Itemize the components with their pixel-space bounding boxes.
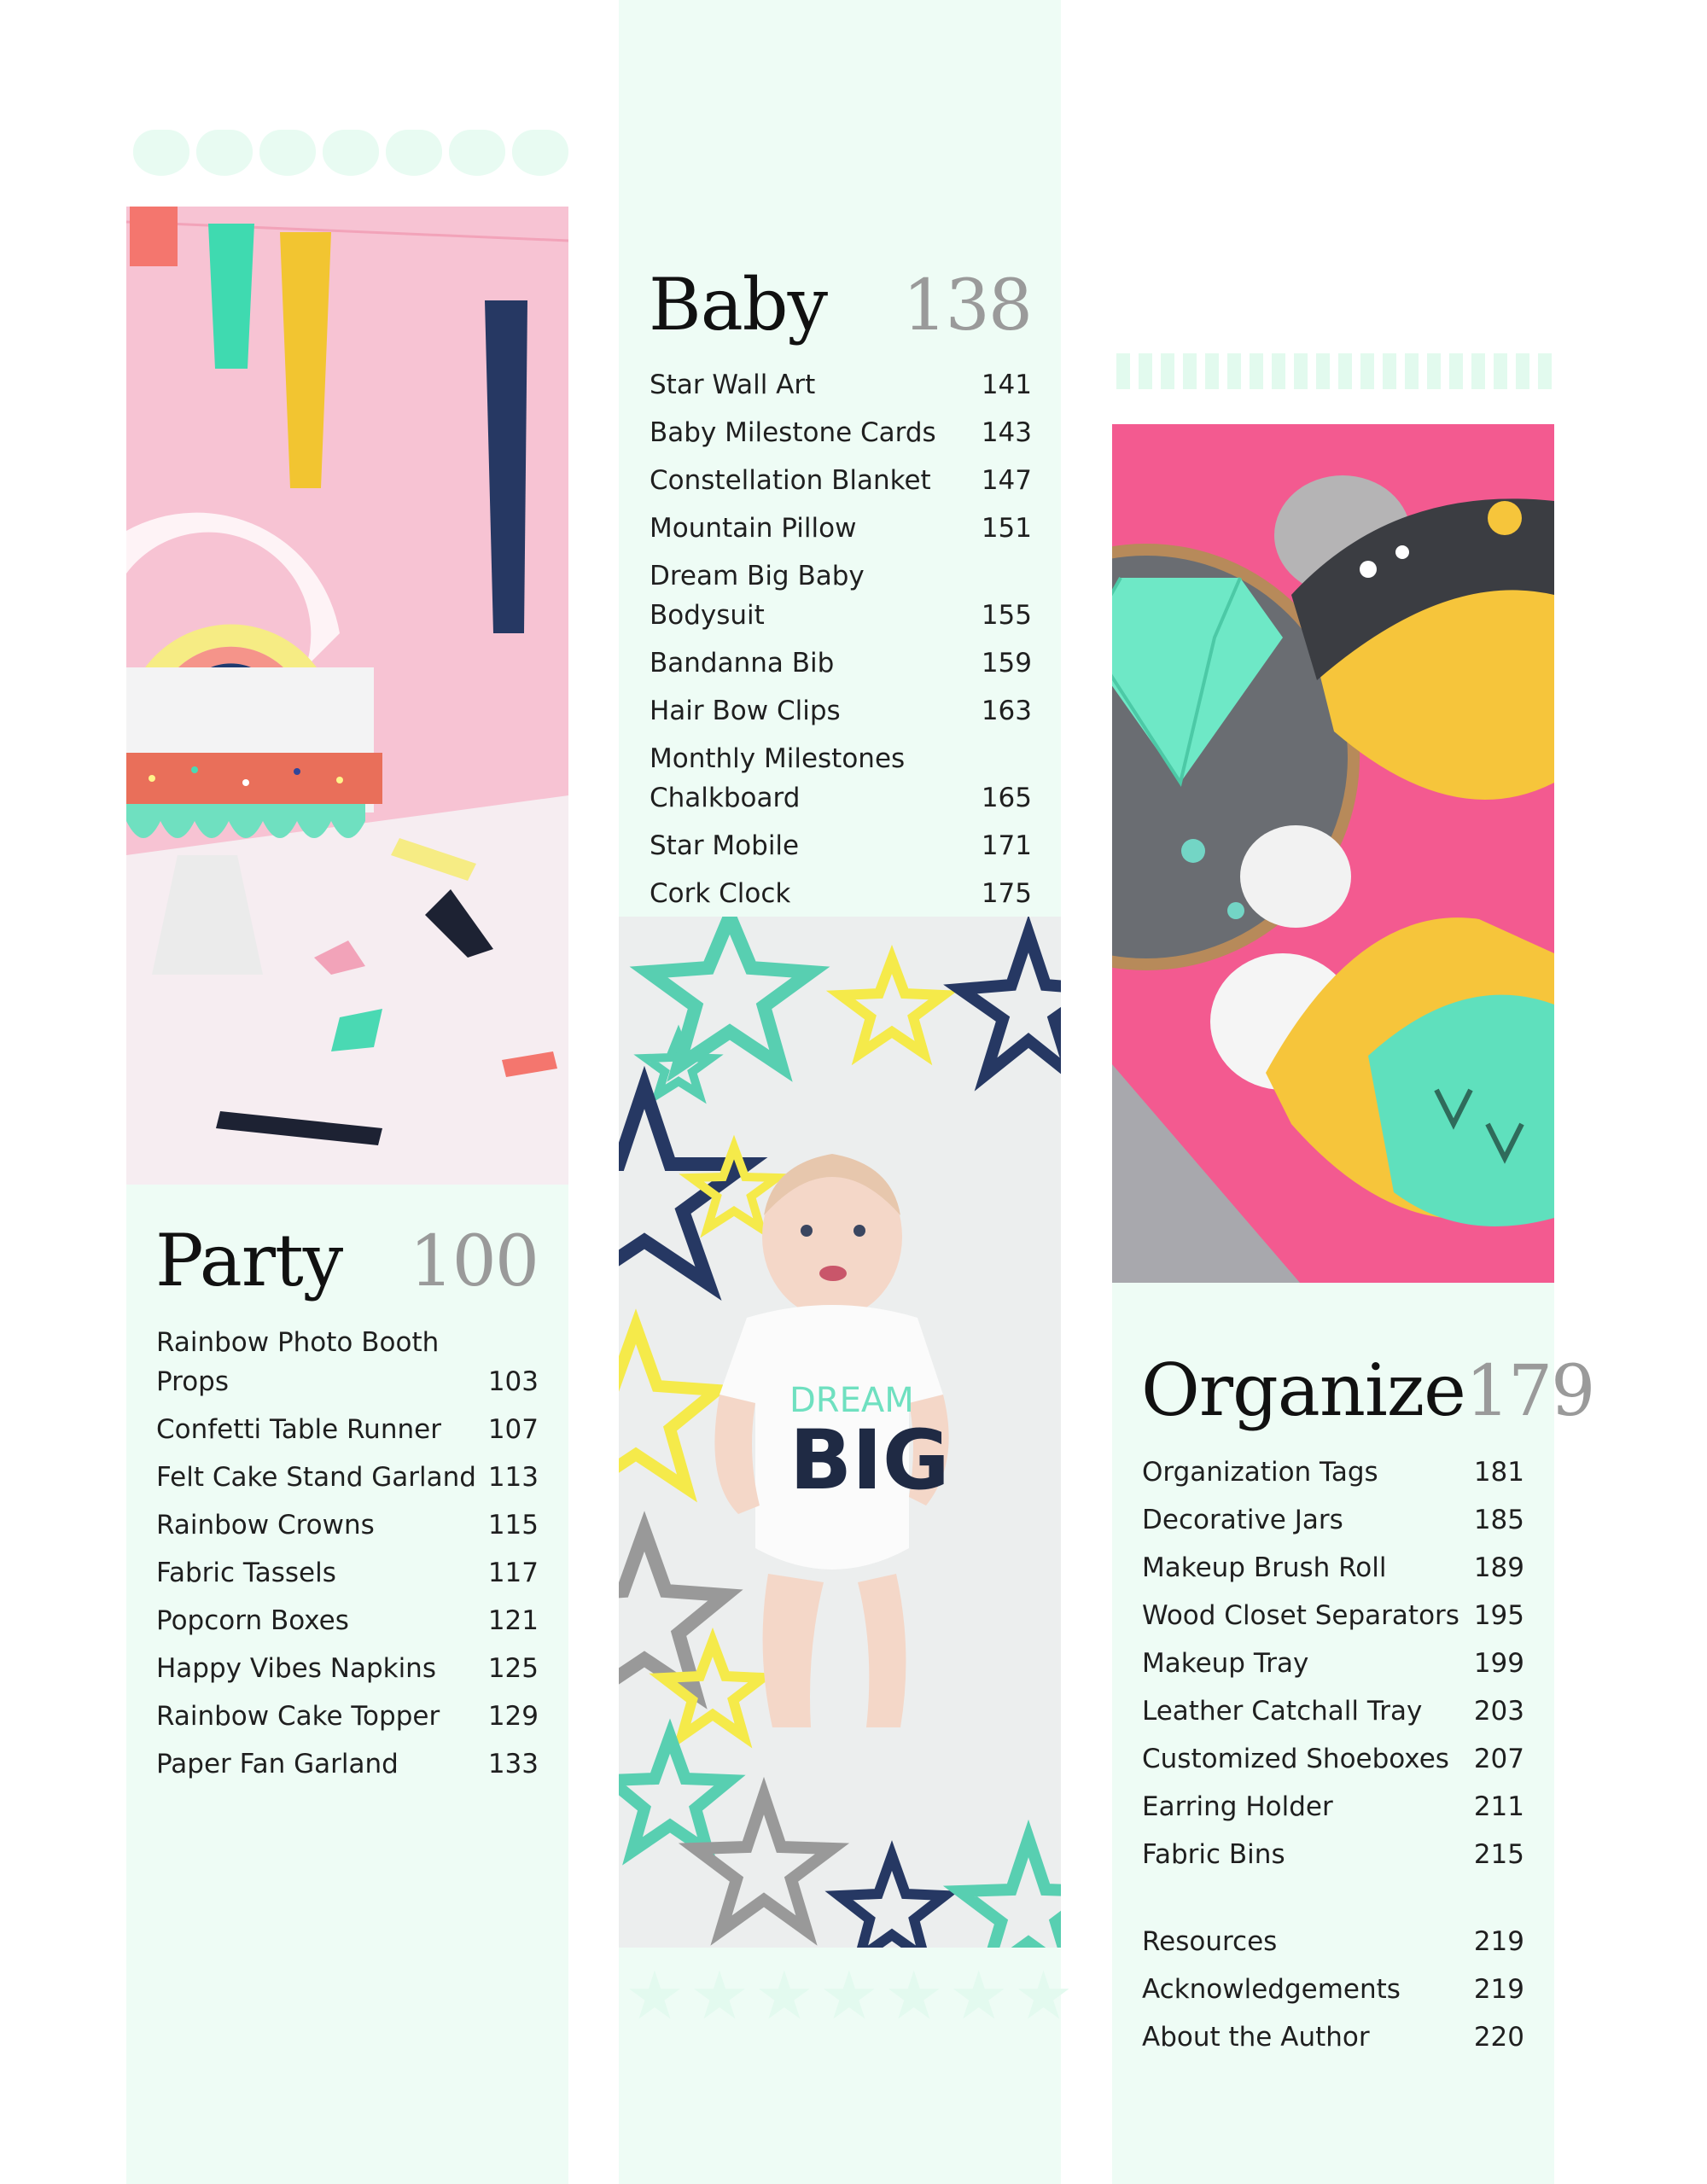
toc-entry[interactable] (650, 509, 1032, 548)
toc-entry[interactable] (156, 1410, 539, 1449)
toc-entry-page: 113 (487, 1462, 539, 1493)
party-page-number: 100 (409, 1221, 538, 1302)
toc-entry-page: 220 (1473, 2022, 1524, 2053)
toc-entry-page: 211 (1473, 1791, 1524, 1822)
party-photo (126, 207, 568, 1185)
toc-entry[interactable] (1142, 1644, 1524, 1683)
toc-entry-page: 195 (1473, 1600, 1524, 1631)
toc-entry[interactable] (1142, 1922, 1524, 1961)
toc-entry[interactable] (650, 739, 1032, 818)
toc-entry-page: 129 (487, 1701, 539, 1732)
toc-entry[interactable] (650, 874, 1032, 913)
star-decoration: ★ ★ ★ ★ ★ ★ ★ (625, 1958, 1074, 2035)
toc-entry-page: 219 (1473, 1926, 1524, 1957)
toc-entry-title: Cork Clock (650, 878, 791, 909)
toc-entry-page: 199 (1473, 1648, 1524, 1679)
toc-entry-page: 143 (981, 417, 1032, 448)
toc-entry-title: Star Wall Art (650, 370, 816, 400)
toc-entry-page: 117 (487, 1558, 539, 1588)
toc-entry-title: Resources (1142, 1926, 1278, 1957)
toc-entry[interactable] (650, 365, 1032, 405)
toc-entry-title: Baby Milestone Cards (650, 417, 936, 448)
toc-entry-title: Happy Vibes Napkins (156, 1653, 436, 1684)
toc-entry-title: Constellation Blanket (650, 465, 931, 496)
toc-entry-page: 203 (1473, 1696, 1524, 1727)
toc-entry[interactable] (650, 556, 1032, 635)
toc-entry-page: 103 (487, 1366, 539, 1397)
toc-entry-page: 155 (981, 600, 1032, 631)
toc-entry-title: Customized Shoeboxes (1142, 1744, 1449, 1774)
toc-entry-title: Fabric Bins (1142, 1839, 1285, 1870)
toc-entry-page: 107 (487, 1414, 539, 1445)
baby-title: Baby (649, 263, 828, 347)
toc-entry-page: 185 (1473, 1505, 1524, 1535)
organize-title: Organize (1141, 1348, 1465, 1432)
toc-entry-title: Dream Big Baby Bodysuit (650, 561, 865, 631)
toc-entry-page: 125 (487, 1653, 539, 1684)
toc-entry[interactable] (156, 1744, 539, 1784)
toc-entry[interactable] (1142, 1835, 1524, 1874)
toc-entry-page: 207 (1473, 1744, 1524, 1774)
toc-entry-title: Rainbow Photo Booth Props (156, 1327, 440, 1397)
toc-entry[interactable] (650, 826, 1032, 865)
toc-entry-page: 159 (981, 648, 1032, 678)
toc-entry[interactable] (1142, 1692, 1524, 1731)
toc-entry-page: 147 (981, 465, 1032, 496)
toc-entry-page: 175 (981, 878, 1032, 909)
scallop-decoration (133, 130, 568, 176)
party-heading (155, 1219, 538, 1302)
toc-entry-page: 171 (981, 830, 1032, 861)
toc-entry-page: 163 (981, 696, 1032, 726)
toc-entry-page: 141 (981, 370, 1032, 400)
toc-entry-title: Felt Cake Stand Garland (156, 1462, 476, 1493)
toc-entry[interactable] (1142, 2018, 1524, 2057)
toc-entry[interactable] (1142, 1500, 1524, 1540)
toc-entry-page: 115 (487, 1510, 539, 1540)
toc-entry[interactable] (156, 1323, 539, 1401)
toc-entry[interactable] (650, 691, 1032, 731)
big-text: BIG (789, 1412, 950, 1508)
baby-page-number: 138 (902, 265, 1031, 347)
toc-entry-title: Star Mobile (650, 830, 800, 861)
toc-entry[interactable] (1142, 1453, 1524, 1492)
toc-entry-title: Popcorn Boxes (156, 1605, 349, 1636)
toc-entry[interactable] (156, 1553, 539, 1593)
toc-entry-title: Acknowledgements (1142, 1974, 1401, 2005)
toc-entry[interactable] (650, 413, 1032, 452)
toc-entry[interactable] (156, 1506, 539, 1545)
toc-entry[interactable] (156, 1458, 539, 1497)
baby-heading (649, 263, 1031, 347)
stripe-decoration (1116, 353, 1552, 389)
party-toc (156, 1323, 539, 1784)
toc-entry-title: About the Author (1142, 2022, 1370, 2053)
toc-entry-page: 133 (487, 1749, 539, 1779)
toc-entry-title: Makeup Brush Roll (1142, 1552, 1387, 1583)
toc-entry[interactable] (1142, 1739, 1524, 1779)
toc-entry[interactable] (1142, 1548, 1524, 1587)
toc-entry-title: Fabric Tassels (156, 1558, 336, 1588)
organize-page-number: 179 (1465, 1351, 1594, 1432)
toc-entry[interactable] (156, 1697, 539, 1736)
toc-entry-title: Mountain Pillow (650, 513, 857, 544)
toc-entry-title: Earring Holder (1142, 1791, 1333, 1822)
toc-entry-title: Decorative Jars (1142, 1505, 1343, 1535)
toc-entry-title: Organization Tags (1142, 1457, 1378, 1488)
toc-entry-page: 121 (487, 1605, 539, 1636)
organize-photo (1112, 424, 1554, 1283)
toc-entry[interactable] (1142, 1596, 1524, 1635)
toc-entry-title: Rainbow Cake Topper (156, 1701, 440, 1732)
party-title: Party (155, 1219, 343, 1302)
toc-entry-page: 215 (1473, 1839, 1524, 1870)
toc-entry-page: 189 (1473, 1552, 1524, 1583)
toc-entry-title: Wood Closet Separators (1142, 1600, 1459, 1631)
toc-entry-title: Paper Fan Garland (156, 1749, 399, 1779)
toc-entry-page: 181 (1473, 1457, 1524, 1488)
toc-entry-title: Leather Catchall Tray (1142, 1696, 1423, 1727)
toc-entry-title: Bandanna Bib (650, 648, 835, 678)
toc-entry-title: Confetti Table Runner (156, 1414, 441, 1445)
organize-toc (1142, 1453, 1524, 2057)
toc-spacer (1142, 1874, 1524, 1922)
toc-entry[interactable] (156, 1601, 539, 1640)
toc-entry[interactable] (1142, 1787, 1524, 1826)
toc-entry-page: 165 (981, 783, 1032, 813)
baby-toc (650, 365, 1032, 913)
dream-text: DREAM (789, 1381, 914, 1420)
toc-entry[interactable] (650, 461, 1032, 500)
toc-entry[interactable] (1142, 1970, 1524, 2009)
baby-photo (619, 917, 1061, 1948)
organize-heading (1141, 1348, 1594, 1432)
toc-entry-page: 219 (1473, 1974, 1524, 2005)
toc-entry-title: Rainbow Crowns (156, 1510, 375, 1540)
toc-entry[interactable] (156, 1649, 539, 1688)
toc-entry-title: Hair Bow Clips (650, 696, 841, 726)
toc-entry[interactable] (650, 644, 1032, 683)
toc-entry-title: Monthly Milestones Chalkboard (650, 743, 906, 813)
toc-entry-title: Makeup Tray (1142, 1648, 1309, 1679)
toc-entry-page: 151 (981, 513, 1032, 544)
